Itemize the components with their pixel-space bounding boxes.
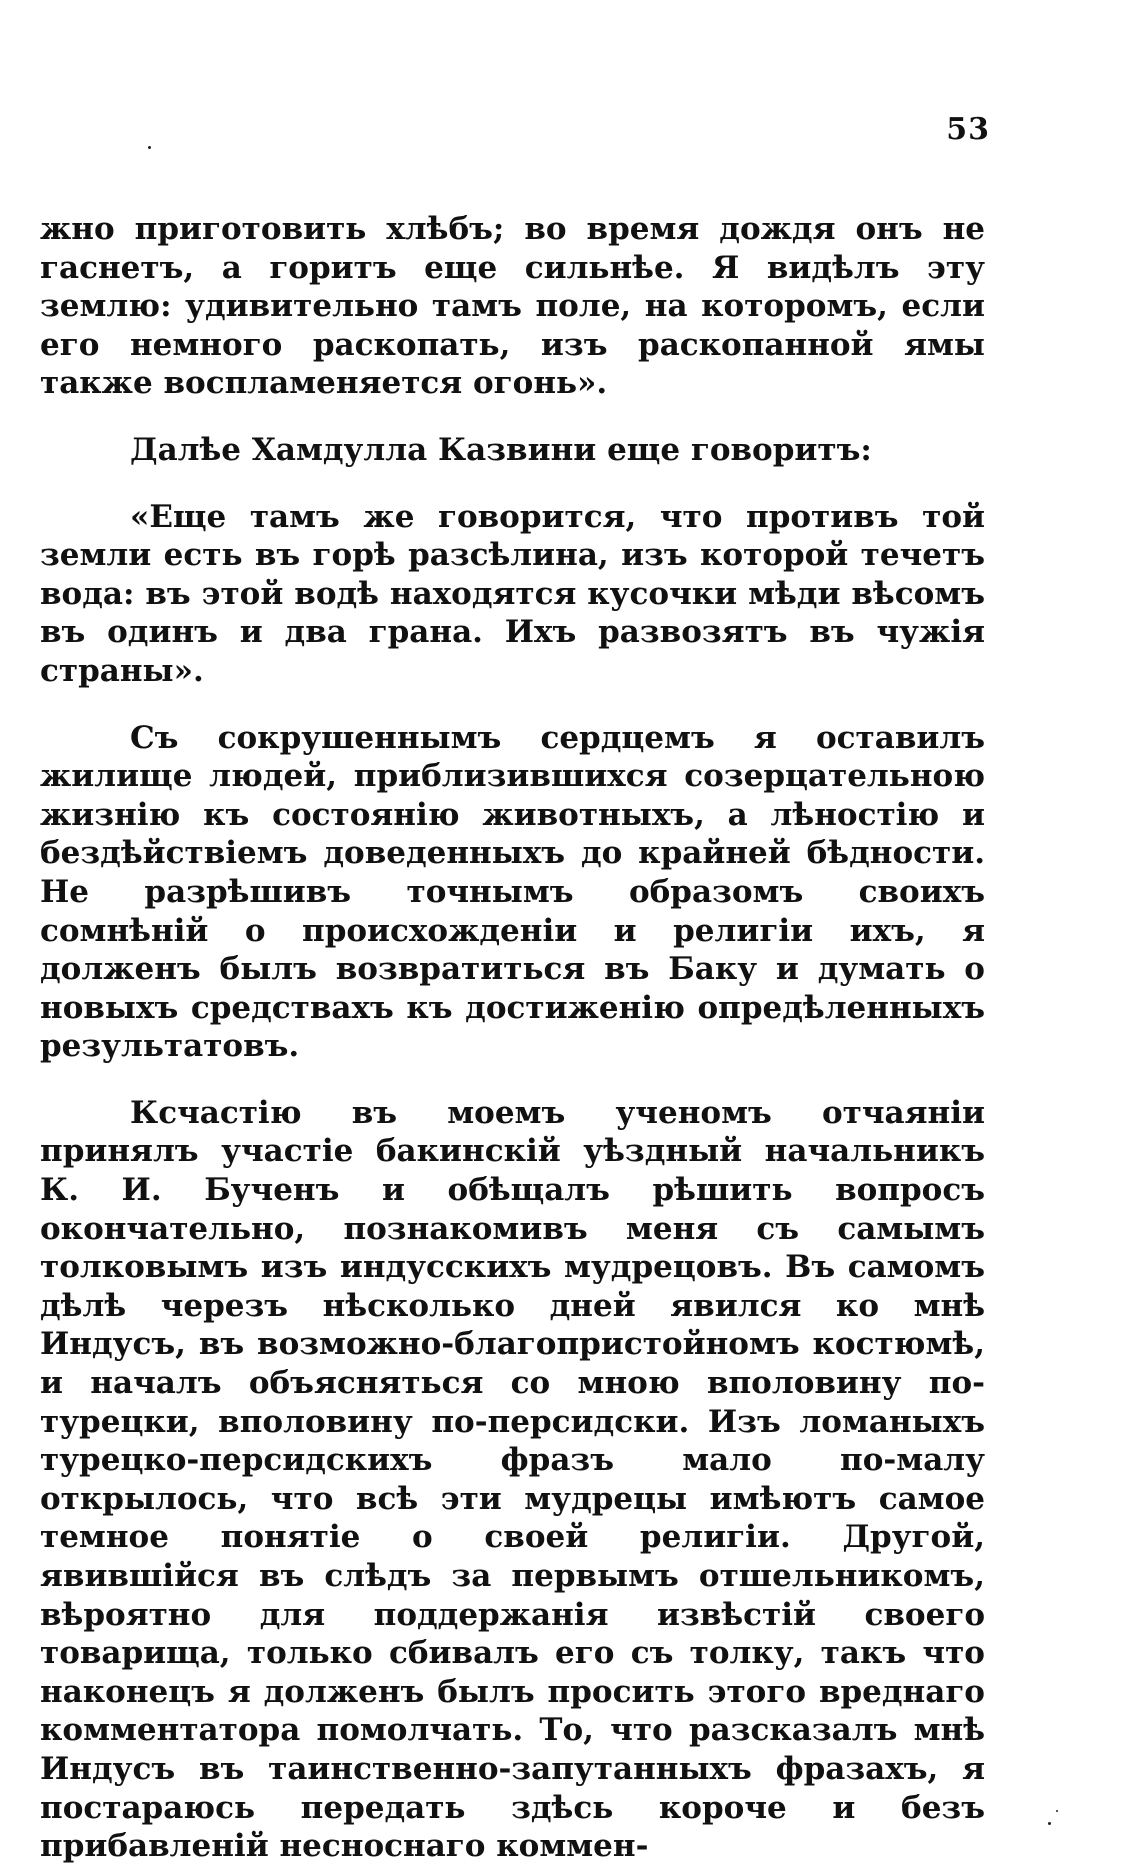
paragraph-quote: «Еще тамъ же говорится, что противъ той земли есть въ горѣ разсѣлина, изъ которой течетъ вода: въ этой водѣ находятся кусочки мѣди вѣсомъ въ одинъ и два грана. Ихъ развозятъ въ чужія страны». — [40, 498, 985, 689]
paragraph: Съ сокрушеннымъ сердцемъ я оставилъ жилище людей, приблизившихся созерцательною жизнію къ состоянію животныхъ, а лѣностію и бездѣйствіемъ доведенныхъ до крайней бѣдности. Не разрѣшивъ точнымъ образомъ своихъ сомнѣній о происхожденіи и религіи ихъ, я долженъ былъ возвратиться въ Баку и думать о новыхъ средствахъ къ достиженію опредѣленныхъ результатовъ. — [40, 719, 985, 1065]
paragraph-intro: Далѣе Хамдулла Казвини еще говоритъ: — [130, 431, 872, 468]
print-speck — [1056, 1810, 1058, 1812]
body-text — [40, 210, 985, 1866]
print-speck — [1048, 1822, 1051, 1825]
paragraph: Ксчастію въ моемъ ученомъ отчаяніи принялъ участіе бакинскій уѣздный начальникъ К. И. Бученъ и обѣщалъ рѣшить вопросъ окончательно, познакомивъ меня съ самымъ толковымъ изъ индусскихъ мудрецовъ. Въ самомъ дѣлѣ черезъ нѣсколько дней явился ко мнѣ Индусъ, въ возможно-благопристойномъ костюмѣ, и началъ объясняться со мною вполовину по-турецки, вполовину по-персидски. Изъ ломаныхъ турецко-персидскихъ фразъ мало по-малу открылось, что всѣ эти мудрецы имѣютъ самое темное понятіе о своей религіи. Другой, явившійся въ слѣдъ за первымъ отшельникомъ, вѣроятно для поддержанія извѣстій своего товарища, только сбивалъ его съ толку, такъ что наконецъ я долженъ былъ просить этого вреднаго комментатора помолчать. То, что разсказалъ мнѣ Индусъ въ таинственно-запутанныхъ фразахъ, я постараюсь передать здѣсь короче и безъ прибавленій несноснаго коммен- — [40, 1094, 985, 1865]
print-speck — [148, 146, 151, 149]
paragraph-continued: жно приготовить хлѣбъ; во время дождя онъ не гаснетъ, а горитъ еще сильнѣе. Я видѣлъ эту землю: удивительно тамъ поле, на которомъ, если его немного раскопать, изъ раскопанной ямы также воспламеняется огонь». — [40, 211, 985, 402]
page-number: 53 — [946, 112, 990, 147]
